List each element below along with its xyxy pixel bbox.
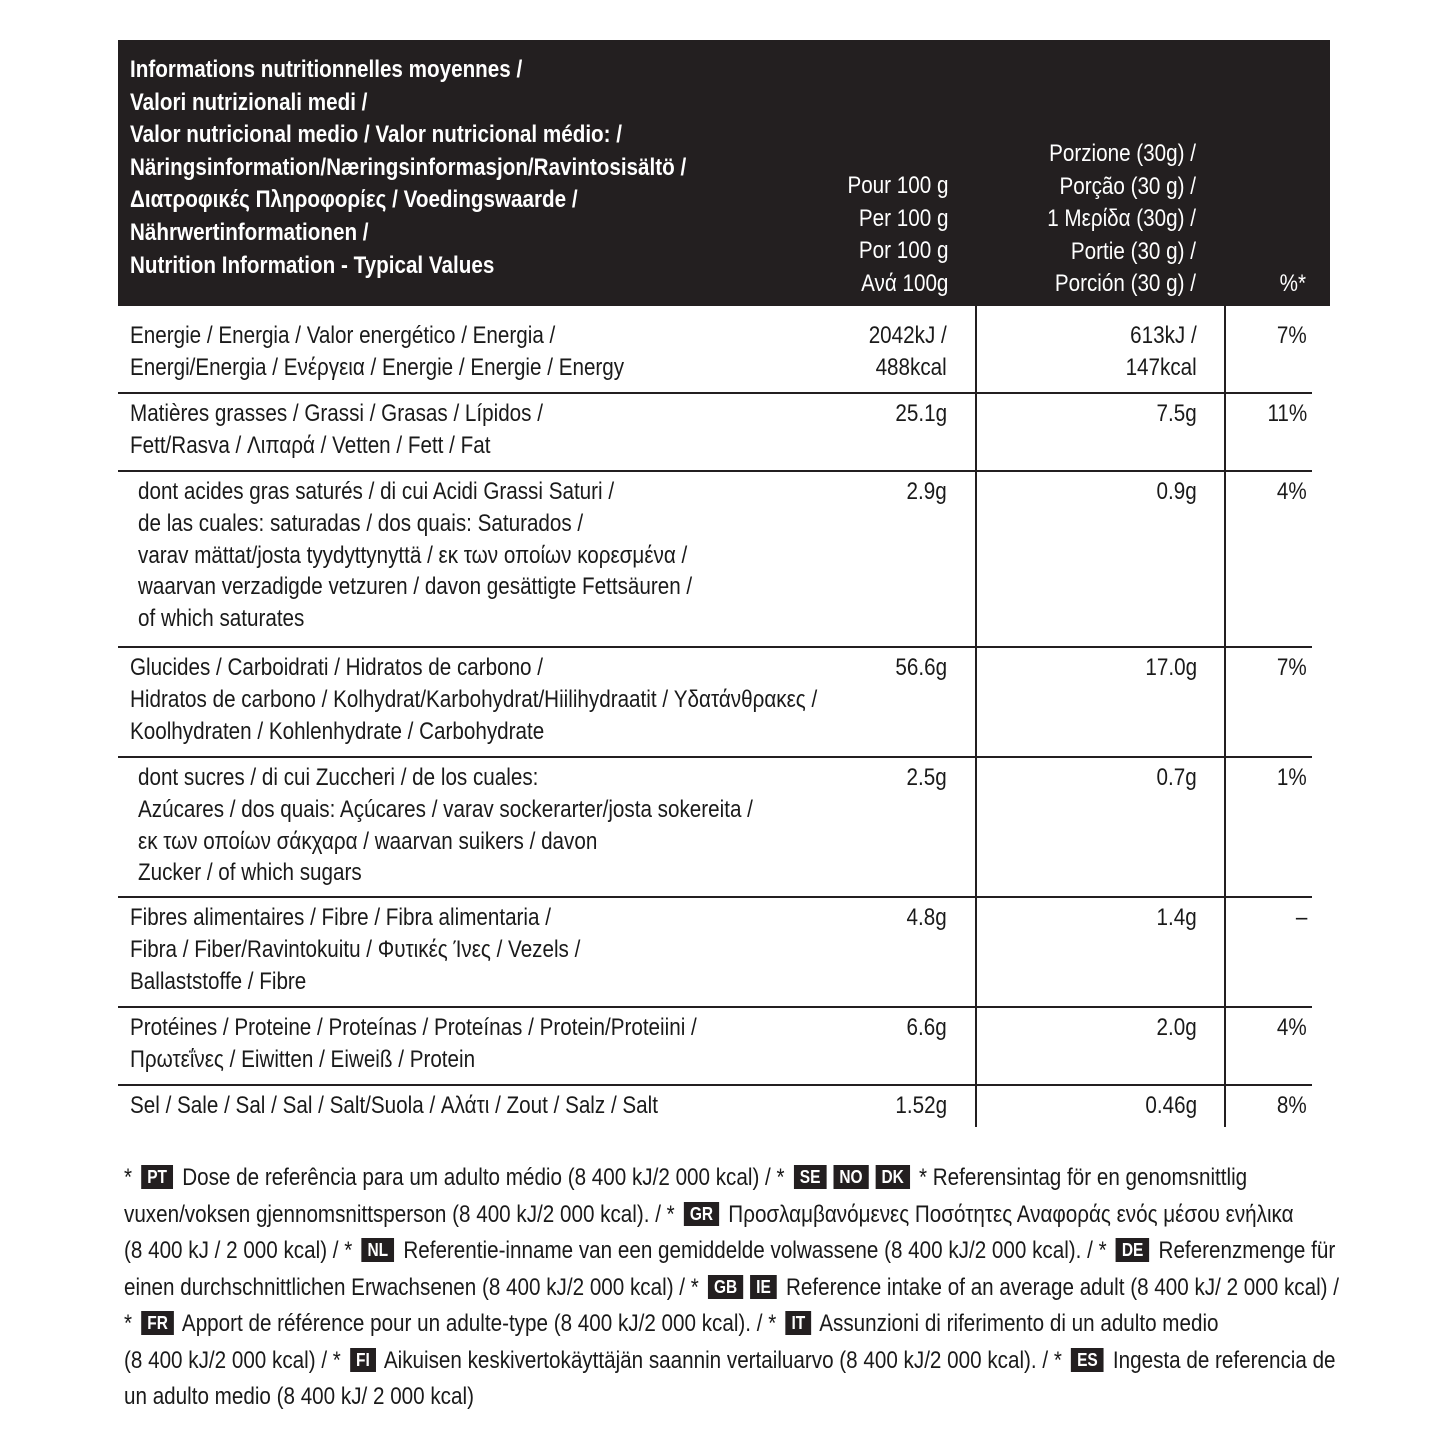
value-per-portion-line: 147kcal — [1125, 353, 1197, 381]
nutrient-label-line: Fett/Rasva / Λιπαρά / Vetten / Fett / Fat — [130, 431, 491, 459]
country-code-badge: FR — [141, 1311, 174, 1335]
header-title-line: Näringsinformation/Næringsinformasjon/Ravintosisältö / — [130, 153, 687, 181]
value-per-portion-line: 613kJ / — [1130, 322, 1197, 349]
header-per-100g-line: Ανά 100g — [860, 269, 948, 297]
row-divider — [118, 756, 1312, 758]
header-portion-line: Porção (30 g) / — [1059, 172, 1196, 200]
header-portion-line: Porción (30 g) / — [1054, 270, 1196, 298]
value-per-portion — [1145, 1090, 1197, 1122]
footnote-text: (8 400 kJ/2 000 kcal) / * — [124, 1346, 347, 1374]
header-title-line: Informations nutritionnelles moyennes / — [130, 56, 523, 83]
value-per-100g — [869, 320, 947, 384]
footnote-text: * Referensintag för en genomsnittlig — [913, 1164, 1248, 1191]
footnote-line — [124, 1270, 1340, 1307]
header-portion-line: 1 Μερίδα (30g) / — [1047, 205, 1196, 233]
value-per-portion-line: 7.5g — [1156, 400, 1197, 427]
nutrient-label-line: of which saturates — [138, 605, 305, 633]
nutrient-label-line: Sel / Sale / Sal / Sal / Salt/Suola / Αλάτι / Zout / Salz / Salt — [130, 1092, 658, 1119]
country-code-badge: DE — [1116, 1238, 1150, 1262]
nutrient-label-line: Fibra / Fiber/Ravintokuitu / Φυτικές Ίνες / Vezels / — [130, 935, 581, 963]
value-percent-ri: 7% — [1277, 654, 1307, 681]
country-code-badge: IT — [785, 1311, 811, 1335]
nutrient-label — [138, 476, 692, 635]
value-per-portion-line: 0.7g — [1156, 764, 1197, 791]
nutrient-label-line: de las cuales: saturadas / dos quais: Saturados / — [138, 509, 584, 537]
header-title-line: Διατροφικές Πληροφορίες / Voedingswaarde / — [130, 186, 578, 214]
header-title-line: Valor nutricional medio / Valor nutricional médio: / — [130, 121, 623, 149]
footnote-text: Apport de référence pour un adulte-type (8 400 kJ/2 000 kcal). / * — [177, 1310, 782, 1337]
country-code-badge: GB — [708, 1275, 743, 1299]
reference-intake-footnote — [124, 1160, 1340, 1416]
footnote-text: un adulto medio (8 400 kJ/ 2 000 kcal) — [124, 1383, 474, 1410]
footnote-text: Ingesta de referencia de — [1107, 1346, 1336, 1374]
header-per-100g-line: Pour 100 g — [847, 172, 948, 199]
header-percent-line: (30g) — [1257, 302, 1306, 330]
header-portion-line: Portie (30 g) / — [1070, 237, 1196, 265]
value-per-portion-line: 1.4g — [1156, 904, 1197, 931]
header-per-100g — [847, 170, 948, 300]
nutrient-label-line: Energi/Energia / Ενέργεια / Energie / Energie / Energy — [130, 353, 625, 381]
value-percent-ri: 8% — [1277, 1092, 1307, 1119]
footnote-text: Assunzioni di riferimento di un adulto medio — [814, 1310, 1219, 1337]
country-code-badge: DK — [875, 1165, 909, 1189]
value-per-portion — [1157, 762, 1197, 794]
nutrient-label — [138, 762, 753, 889]
header-portion-line: Portion (30g) — [1076, 302, 1196, 330]
row-divider — [118, 1084, 1312, 1086]
nutrient-label — [130, 1090, 658, 1122]
value-per-portion — [1126, 320, 1197, 384]
row-divider — [118, 646, 1312, 648]
value-per-100g-line: 4.8g — [906, 904, 947, 931]
value-per-100g-line: 6.6g — [906, 1014, 947, 1041]
value-per-100g — [907, 902, 947, 934]
value-per-100g-line: 56.6g — [895, 654, 947, 681]
header-per-100g-line: Por 100 g — [858, 237, 948, 265]
value-per-portion — [1145, 652, 1197, 684]
footnote-text: vuxen/voksen gjennomsnittsperson (8 400 kJ/2 000 kcal). / * — [124, 1200, 681, 1228]
nutrient-label-line: Glucides / Carboidrati / Hidratos de carbono / — [130, 654, 544, 681]
nutrient-label-line: varav mättat/josta tyydyttynyttä / εκ των οποίων κορεσμένα / — [138, 541, 688, 569]
value-per-100g-line: 1.52g — [895, 1092, 947, 1119]
nutrient-label — [130, 1012, 697, 1076]
footnote-line — [124, 1343, 1336, 1380]
header-title-line: Nährwertinformationen / — [130, 218, 369, 246]
nutrient-label — [130, 398, 543, 462]
header-title-line: Valori nutrizionali medi / — [130, 88, 368, 116]
value-per-portion-line: 0.9g — [1156, 478, 1197, 505]
footnote-line — [124, 1160, 1328, 1197]
value-percent-ri: 7% — [1277, 322, 1307, 349]
value-per-100g — [895, 398, 947, 430]
value-percent-ri: 4% — [1277, 1014, 1307, 1041]
nutrient-label-line: Ballaststoffe / Fibre — [130, 967, 307, 995]
value-per-portion — [1157, 1012, 1197, 1044]
country-code-badge: NO — [833, 1165, 868, 1189]
footnote-text: Referentie-inname van een gemiddelde volwassene (8 400 kJ/2 000 kcal). / * — [397, 1237, 1113, 1264]
row-divider — [118, 470, 1312, 472]
nutrient-label-line: dont sucres / di cui Zuccheri / de los cuales: — [138, 764, 539, 791]
nutrient-label-line: dont acides gras saturés / di cui Acidi Grassi Saturi / — [138, 478, 615, 505]
nutrient-label-line: εκ των οποίων σάκχαρα / waarvan suikers / davon — [138, 827, 598, 855]
footnote-line — [124, 1233, 1336, 1270]
nutrient-label-line: Hidratos de carbono / Kolhydrat/Karbohydrat/Hiilihydraatit / Υδατάνθρακες / — [130, 685, 818, 713]
footnote-text: einen durchschnittlichen Erwachsenen (8 400 kJ/2 000 kcal) / * — [124, 1273, 705, 1301]
value-per-100g — [907, 476, 947, 508]
value-per-100g — [907, 762, 947, 794]
value-per-portion-line: 0.46g — [1145, 1092, 1197, 1119]
footnote-text: Προσλαμβανόμενες Ποσότητες Αναφοράς ενός μέσου ενήλικα — [722, 1200, 1294, 1228]
footnote-line — [124, 1379, 1328, 1416]
value-per-portion-line: 2.0g — [1156, 1014, 1197, 1041]
nutrient-label-line: Fibres alimentaires / Fibre / Fibra alimentaria / — [130, 904, 551, 931]
value-percent-ri: 4% — [1277, 478, 1307, 505]
header-portion-line: Porzione (30g) / — [1049, 140, 1196, 167]
value-per-100g-line: 488kcal — [875, 353, 947, 381]
nutrient-label-line: waarvan verzadigde vetzuren / davon gesättigte Fettsäuren / — [138, 573, 693, 601]
value-per-portion-line: 17.0g — [1145, 654, 1197, 681]
column-divider — [975, 222, 977, 1127]
row-divider — [118, 896, 1312, 898]
value-per-100g-line: 2.9g — [906, 478, 947, 505]
nutrient-label-line: Energie / Energia / Valor energético / Energia / — [130, 322, 556, 349]
header-portion — [1047, 138, 1196, 334]
footnote-text: Referenzmenge für — [1152, 1237, 1336, 1264]
footnote-line — [124, 1197, 1328, 1234]
country-code-badge: FI — [350, 1348, 376, 1372]
footnote-text: Dose de referência para um adulto médio (8 400 kJ/2 000 kcal) / * — [176, 1164, 791, 1191]
nutrient-label-line: Koolhydraten / Kohlenhydrate / Carbohydrate — [130, 717, 545, 745]
value-per-100g — [895, 652, 947, 684]
row-divider — [118, 392, 1312, 394]
footnote-text: Aikuisen keskivertokäyttäjän saannin vertailuarvo (8 400 kJ/2 000 kcal). / * — [379, 1346, 1068, 1374]
column-divider — [1224, 250, 1226, 1127]
country-code-badge: NL — [361, 1238, 394, 1262]
value-per-portion — [1157, 476, 1197, 508]
value-per-portion — [1157, 398, 1197, 430]
footnote-line — [124, 1306, 1328, 1343]
value-percent-ri: – — [1295, 904, 1307, 931]
country-code-badge: GR — [684, 1202, 719, 1226]
country-code-badge: ES — [1071, 1348, 1104, 1372]
nutrient-label-line: Protéines / Proteine / Proteínas / Proteínas / Protein/Proteiini / — [130, 1014, 697, 1041]
country-code-badge: PT — [141, 1165, 173, 1189]
header-per-100g-line: Per 100 g — [858, 204, 948, 232]
country-code-badge: SE — [794, 1165, 827, 1189]
value-per-100g-line: 25.1g — [895, 400, 947, 427]
footnote-text: (8 400 kJ / 2 000 kcal) / * — [124, 1237, 359, 1264]
nutrient-label — [130, 902, 580, 997]
table-header — [118, 40, 1330, 330]
value-per-100g — [907, 1012, 947, 1044]
nutrient-label-line: Azúcares / dos quais: Açúcares / varav sockerarter/josta sokereita / — [138, 795, 753, 823]
footnote-text: Reference intake of an average adult (8 400 kJ/ 2 000 kcal) / — [780, 1273, 1340, 1301]
header-title-line: Nutrition Information - Typical Values — [130, 251, 495, 279]
nutrient-label-line: Matières grasses / Grassi / Grasas / Lípidos / — [130, 400, 543, 427]
value-per-100g-line: 2.5g — [906, 764, 947, 791]
value-percent-ri: 1% — [1277, 764, 1307, 791]
footnote-text: * — [124, 1310, 138, 1337]
nutrient-label-line: Zucker / of which sugars — [138, 859, 362, 887]
country-code-badge: IE — [750, 1275, 777, 1299]
value-per-100g — [895, 1090, 947, 1122]
value-per-portion — [1157, 902, 1197, 934]
nutrient-label-line: Πρωτεΐνες / Eiwitten / Eiweiß / Protein — [130, 1045, 476, 1073]
header-percent-line: %* — [1279, 270, 1306, 297]
value-percent-ri: 11% — [1267, 400, 1307, 427]
header-title — [130, 54, 686, 282]
footnote-text: * — [124, 1164, 138, 1191]
value-per-100g-line: 2042kJ / — [868, 322, 947, 349]
nutrient-label — [130, 652, 817, 747]
nutrient-label — [130, 320, 624, 384]
row-divider — [118, 1006, 1312, 1008]
